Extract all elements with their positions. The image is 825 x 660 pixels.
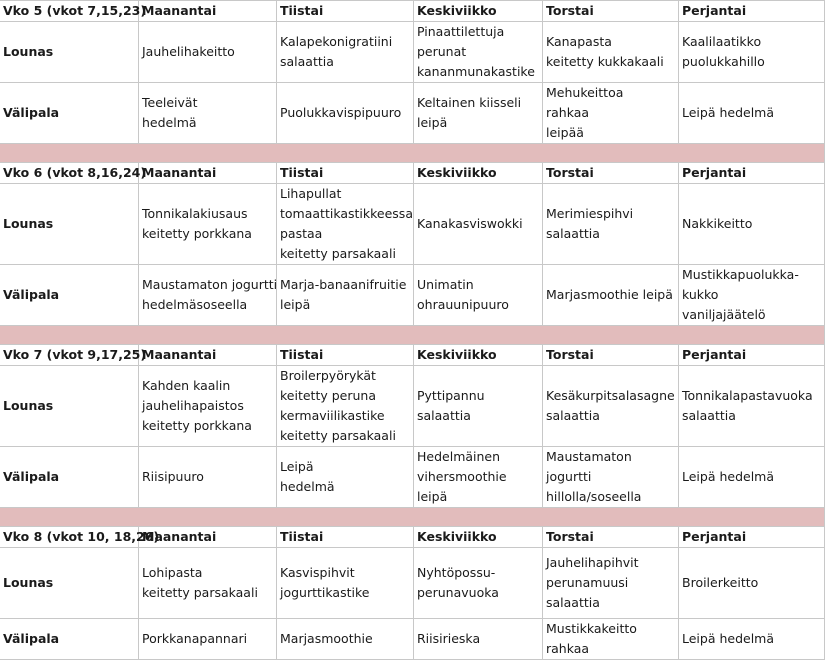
meal-line: Keltainen kiisseli — [417, 95, 522, 110]
meal-line: jogurttikastike — [280, 585, 370, 600]
meal-line: Marjasmoothie leipä — [546, 287, 673, 302]
meal-cell-tuesday — [277, 619, 414, 660]
day-header-friday: Perjantai — [679, 345, 825, 366]
meal-line: Tonnikalakiusaus — [142, 206, 248, 221]
meal-line: keitetty kukkakaali — [546, 54, 664, 69]
meal-line: Unimatin — [417, 277, 474, 292]
day-header-thursday: Torstai — [543, 163, 679, 184]
meal-line: ohrauunipuuro — [417, 297, 509, 312]
row-label: Välipala — [0, 447, 139, 508]
meal-cell-monday — [139, 83, 277, 144]
meal-cell-wednesday — [414, 548, 543, 619]
meal-line: leipää — [546, 125, 584, 140]
meal-cell-thursday — [543, 265, 679, 326]
meal-cell-wednesday — [414, 619, 543, 660]
meal-cell-friday — [679, 619, 825, 660]
meal-cell-tuesday — [277, 548, 414, 619]
snack-row — [0, 265, 825, 326]
day-header-tuesday: Tiistai — [277, 1, 414, 22]
meal-line: Hedelmäinen — [417, 449, 501, 464]
meal-line: Kaalilaatikko — [682, 34, 762, 49]
row-label: Välipala — [0, 619, 139, 660]
week-title: Vko 6 (vkot 8,16,24) — [0, 163, 139, 184]
meal-cell-monday — [139, 619, 277, 660]
week-header-row — [0, 527, 825, 548]
meal-line: hillolla/soseella — [546, 489, 642, 504]
meal-line: Lohipasta — [142, 565, 203, 580]
meal-line: Merimiespihvi — [546, 206, 634, 221]
meal-line: Riisirieska — [417, 631, 481, 646]
week-separator — [0, 326, 825, 345]
meal-line: Leipä — [280, 459, 314, 474]
meal-cell-monday — [139, 447, 277, 508]
meal-cell-monday — [139, 22, 277, 83]
meal-cell-thursday — [543, 548, 679, 619]
meal-cell-thursday — [543, 366, 679, 447]
meal-line: perunamuusi — [546, 575, 629, 590]
meal-line: vihersmoothie — [417, 469, 507, 484]
meal-line: keitetty porkkana — [142, 418, 252, 433]
day-header-monday: Maanantai — [139, 345, 277, 366]
meal-line: salaattia — [417, 408, 471, 423]
meal-line: Mustikkakeitto — [546, 621, 637, 636]
meal-cell-friday — [679, 22, 825, 83]
meal-line: Kasvispihvit — [280, 565, 355, 580]
meal-line: Nyhtöpossu- — [417, 565, 496, 580]
meal-line: leipä — [417, 489, 448, 504]
row-label: Välipala — [0, 265, 139, 326]
week-title: Vko 5 (vkot 7,15,23) — [0, 1, 139, 22]
meal-line: keitetty parsakaali — [280, 246, 396, 261]
meal-line: Kalapekonigratiini — [280, 34, 393, 49]
meal-cell-thursday — [543, 619, 679, 660]
meal-line: Marjasmoothie — [280, 631, 373, 646]
meal-line: Jauhelihapihvit — [546, 555, 639, 570]
week-header-row — [0, 1, 825, 22]
snack-row — [0, 447, 825, 508]
meal-line: keitetty parsakaali — [280, 428, 396, 443]
lunch-row — [0, 22, 825, 83]
lunch-row — [0, 548, 825, 619]
meal-cell-friday — [679, 184, 825, 265]
meal-line: rahkaa — [546, 105, 590, 120]
meal-line: kukko — [682, 287, 719, 302]
meal-cell-tuesday — [277, 265, 414, 326]
day-header-thursday: Torstai — [543, 345, 679, 366]
meal-cell-tuesday — [277, 447, 414, 508]
row-label: Välipala — [0, 83, 139, 144]
meal-cell-wednesday — [414, 83, 543, 144]
meal-cell-monday — [139, 366, 277, 447]
meal-line: Kahden kaalin — [142, 378, 231, 393]
meal-line: Maustamaton jogurtti — [142, 277, 278, 292]
meal-line: salaattia — [546, 595, 600, 610]
meal-line: hedelmä — [280, 479, 335, 494]
meal-cell-tuesday — [277, 184, 414, 265]
meal-line: hedelmä — [142, 115, 197, 130]
meal-cell-tuesday — [277, 83, 414, 144]
meal-line: tomaattikastikkeessa — [280, 206, 413, 221]
meal-cell-friday — [679, 548, 825, 619]
meal-line: perunat — [417, 44, 467, 59]
meal-line: salaattia — [280, 54, 334, 69]
meal-line: hedelmäsoseella — [142, 297, 248, 312]
meal-line: jogurtti — [546, 469, 592, 484]
meal-line: Teeleivät — [142, 95, 198, 110]
day-header-tuesday: Tiistai — [277, 527, 414, 548]
meal-cell-friday — [679, 83, 825, 144]
week-title: Vko 7 (vkot 9,17,25) — [0, 345, 139, 366]
meal-line: keitetty parsakaali — [142, 585, 258, 600]
meal-line: kananmunakastike — [417, 64, 535, 79]
meal-cell-friday — [679, 265, 825, 326]
meal-line: Leipä hedelmä — [682, 105, 775, 120]
meal-line: Kanakasviswokki — [417, 216, 523, 231]
meal-cell-wednesday — [414, 184, 543, 265]
meal-line: kermaviilikastike — [280, 408, 385, 423]
meal-cell-tuesday — [277, 366, 414, 447]
meal-line: Broilerkeitto — [682, 575, 759, 590]
meal-line: salaattia — [546, 226, 600, 241]
day-header-tuesday: Tiistai — [277, 345, 414, 366]
meal-cell-tuesday — [277, 22, 414, 83]
meal-line: Leipä hedelmä — [682, 631, 775, 646]
meal-line: leipä — [417, 115, 448, 130]
week-title: Vko 8 (vkot 10, 18,26) — [0, 527, 139, 548]
meal-cell-thursday — [543, 22, 679, 83]
meal-line: Pinaattilettuja — [417, 24, 505, 39]
meal-line: Marja-banaanifruitie — [280, 277, 407, 292]
meal-line: Broilerpyörykät — [280, 368, 376, 383]
day-header-friday: Perjantai — [679, 163, 825, 184]
meal-line: Mehukeittoa — [546, 85, 624, 100]
day-header-monday: Maanantai — [139, 163, 277, 184]
meal-cell-friday — [679, 447, 825, 508]
meal-cell-thursday — [543, 83, 679, 144]
meal-line: perunavuoka — [417, 585, 499, 600]
meal-line: Leipä hedelmä — [682, 469, 775, 484]
meal-cell-thursday — [543, 447, 679, 508]
day-header-monday: Maanantai — [139, 1, 277, 22]
meal-line: Maustamaton — [546, 449, 632, 464]
meal-line: Jauhelihakeitto — [142, 44, 235, 59]
meal-line: puolukkahillo — [682, 54, 765, 69]
meal-cell-wednesday — [414, 447, 543, 508]
week-separator — [0, 508, 825, 527]
separator-band — [0, 508, 825, 527]
meal-cell-wednesday — [414, 22, 543, 83]
day-header-wednesday: Keskiviikko — [414, 1, 543, 22]
day-header-thursday: Torstai — [543, 1, 679, 22]
separator-band — [0, 326, 825, 345]
meal-line: keitetty porkkana — [142, 226, 252, 241]
day-header-tuesday: Tiistai — [277, 163, 414, 184]
meal-cell-wednesday — [414, 265, 543, 326]
week-header-row — [0, 345, 825, 366]
week-header-row — [0, 163, 825, 184]
meal-line: Porkkanapannari — [142, 631, 248, 646]
meal-cell-friday — [679, 366, 825, 447]
meal-cell-wednesday — [414, 366, 543, 447]
lunch-row — [0, 184, 825, 265]
meal-line: Mustikkapuolukka- — [682, 267, 799, 282]
day-header-wednesday: Keskiviikko — [414, 527, 543, 548]
meal-line: Riisipuuro — [142, 469, 204, 484]
day-header-friday: Perjantai — [679, 527, 825, 548]
meal-cell-thursday — [543, 184, 679, 265]
row-label: Lounas — [0, 548, 139, 619]
separator-band — [0, 144, 825, 163]
meal-line: Tonnikalapastavuoka — [682, 388, 813, 403]
meal-line: vaniljajäätelö — [682, 307, 766, 322]
meal-line: salaattia — [546, 408, 600, 423]
day-header-monday: Maanantai — [139, 527, 277, 548]
meal-line: jauhelihapaistos — [142, 398, 244, 413]
meal-cell-monday — [139, 548, 277, 619]
meal-cell-monday — [139, 184, 277, 265]
meal-line: Nakkikeitto — [682, 216, 753, 231]
meal-line: Pyttipannu — [417, 388, 485, 403]
row-label: Lounas — [0, 22, 139, 83]
day-header-wednesday: Keskiviikko — [414, 163, 543, 184]
meal-line: Kesäkurpitsalasagne — [546, 388, 675, 403]
snack-row — [0, 619, 825, 660]
day-header-thursday: Torstai — [543, 527, 679, 548]
meal-line: Lihapullat — [280, 186, 342, 201]
row-label: Lounas — [0, 184, 139, 265]
meal-line: pastaa — [280, 226, 323, 241]
meal-line: Puolukkavispipuuro — [280, 105, 402, 120]
meal-cell-monday — [139, 265, 277, 326]
snack-row — [0, 83, 825, 144]
meal-line: keitetty peruna — [280, 388, 376, 403]
meal-line: rahkaa — [546, 641, 590, 656]
lunch-row — [0, 366, 825, 447]
meal-line: Kanapasta — [546, 34, 612, 49]
day-header-wednesday: Keskiviikko — [414, 345, 543, 366]
meal-line: leipä — [280, 297, 311, 312]
meal-line: salaattia — [682, 408, 736, 423]
row-label: Lounas — [0, 366, 139, 447]
day-header-friday: Perjantai — [679, 1, 825, 22]
week-separator — [0, 144, 825, 163]
